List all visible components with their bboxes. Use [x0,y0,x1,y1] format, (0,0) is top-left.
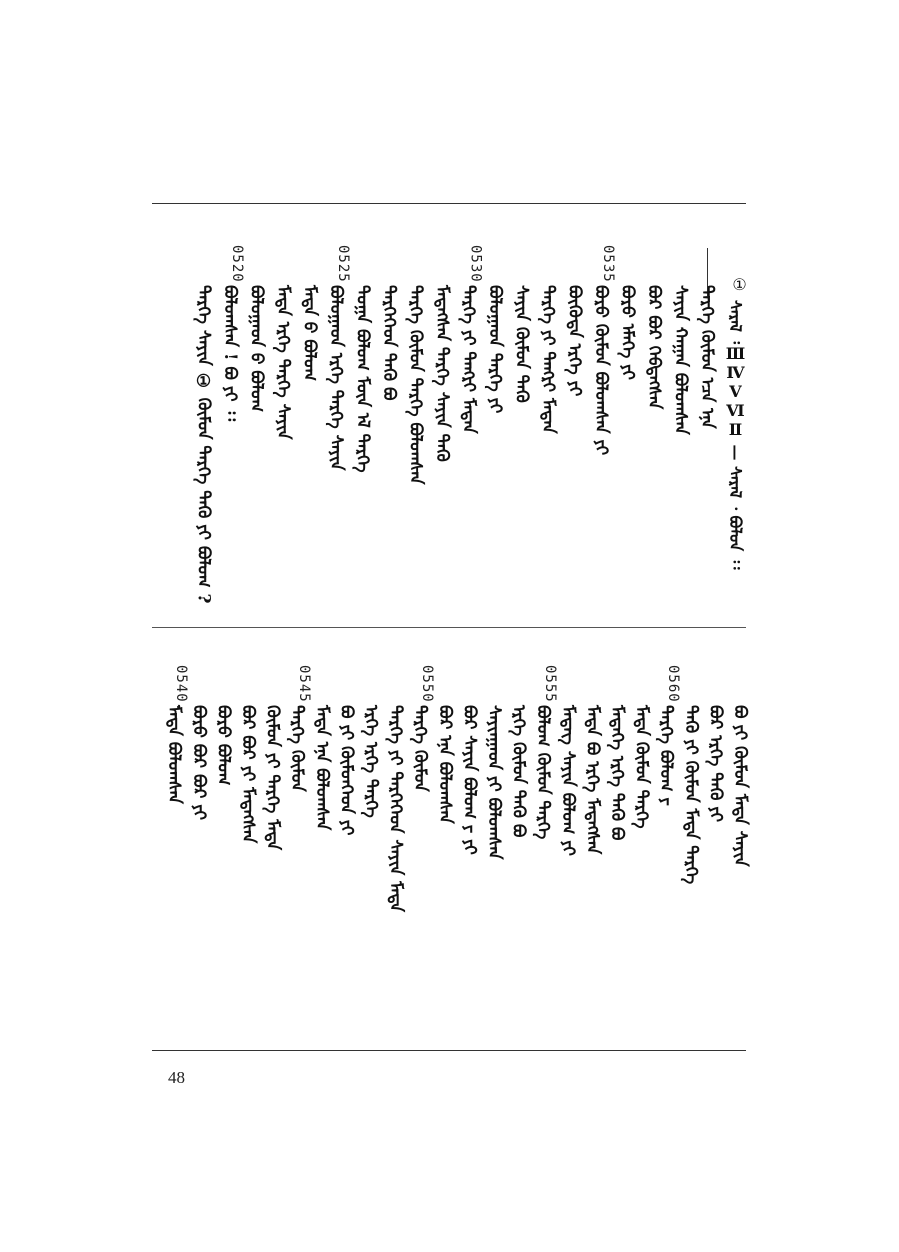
verse-text: ᠮᠡᠳᠡᠭ ᠰᠠᠶᠢᠨ ᠪᠣᠯᠤᠭ ᠶᠢ [557,705,578,856]
verse-text: ᠪᠣᠷ ᠪᠣᠷ ᠬᠡᠪᠳᠡᠭᠰᠡᠨ [644,285,664,410]
verse-line [459,665,484,1045]
verse-text: ᠪᠣᠷᠣ ᠡᠮᠡᠭᠡ ᠶᠢ [617,285,638,380]
verse-text: ᠡᠷᠬᠡ ᠡᠷᠬᠡ ᠲᠡᠷᠭᠡ [361,705,381,818]
verse-text: ᠲᠡᠷᠭᠡ ᠬᠦᠮᠦᠨ [410,705,431,792]
verse-text: ᠪᠣᠷᠣ ᠪᠣᠷ ᠪᠣᠷ ᠶᠢ [188,705,209,820]
verse-text: ᠮᠡᠳᠡᠭᠡ ᠡᠷᠬᠡ ᠲᠡᠬᠦ ᠪᠣ [607,705,627,841]
verse-line [336,665,361,1045]
verse-line [434,665,460,1045]
verse-text: ᠲᠡᠷᠭᠡ ᠶᠢ ᠲᠡᠩᠷᠢ ᠮᠡᠳᠡᠨ [538,285,558,434]
verse-line [238,665,263,1045]
verse-text: ᠪᠣᠷ ᠰᠠᠶᠢᠨ ᠪᠣᠯᠤᠭ ᠶ ᠶᠢ [459,705,480,855]
verse-text: ᠮᠡᠳᠡ ᠪ ᠪᠣᠯᠤᠭ [299,285,320,381]
verse-line [262,665,288,1045]
verse-text: ᠲᠡᠷᠭᠡ ᠶᠢ ᠲᠡᠩᠷᠢ ᠮᠡᠳᠡᠨ [458,285,479,434]
verse-line [617,245,643,625]
verse-line [644,245,669,625]
verse-line [273,245,298,625]
verse-text: ᠪᠣ ᠶᠢ ᠬᠦᠮᠦᠨ ᠮᠡᠳᠡ ᠰᠠᠶᠢᠨ [730,705,750,867]
verse-text: ᠪᠣᠷ ᠡᠷᠬᠡ ᠲᠡᠬᠦ ᠶᠢ [705,705,726,823]
verse-line [557,665,583,1045]
verse-text: ᠲᠣᠭᠠ ᠪᠣᠯᠤᠭ ᠮᠦᠨ ᠡᠯ ᠲᠡᠷᠭᠡ [352,285,373,473]
verse-line [730,665,755,1045]
verse-text: ᠡᠷᠬᠡ ᠬᠦᠮᠦᠨ ᠲᠡᠬᠦ ᠪᠣ [508,705,529,838]
line-number: 0530. [467,245,484,293]
verse-line [188,665,214,1045]
verse-line [352,245,378,625]
verse-text: ᠲᠡᠷᠭᠡ ᠬᠦᠮᠦᠨ ᠲᠡᠷᠭᠡ ᠪᠣᠯᠤᠭᠰᠠᠨ [405,285,426,485]
verse-line [607,665,632,1045]
verse-line [656,665,682,1045]
verse-text: ᠪᠦᠭᠦᠳᠡ ᠡᠷᠬᠡ ᠶᠢ [564,285,585,397]
verse-line [246,245,272,625]
verse-line [311,665,337,1045]
verse-line [533,665,559,1045]
verse-line [631,665,657,1045]
verse-text: ᠪᠣᠯᠤᠭᠠᠳ ᠲᠡᠷᠭᠡ ᠶᠢ [485,285,505,414]
verse-line [213,665,238,1045]
verse-line [697,245,722,625]
bottom-rule [152,1050,746,1051]
verse-text: ᠲᠡᠷᠭᠡ ᠬᠦᠮᠦᠨ ᠡᠴᠡ ᠡᠨᠡ [697,285,717,429]
verse-line [538,245,563,625]
verse-text: ᠮᠡᠳᠡ ᠪᠣ ᠡᠷᠬᠡ ᠮᠡᠳᠡᠭᠰᠡᠨ [582,705,603,855]
verse-text: ᠪᠣᠷᠣ ᠬᠦᠮᠦᠨ ᠪᠣᠯᠤᠭᠰᠠᠨ ᠶᠢ [591,285,611,456]
verse-line [379,245,404,625]
verse-line [299,245,325,625]
verse-text: ᠮᠡᠳᠡ ᠬᠦᠮᠦᠨ ᠲᠡᠷᠭᠡ [631,705,652,829]
section-divider [152,627,746,628]
verse-line [484,665,509,1045]
line-number: 0525. [335,245,351,293]
verse-line [326,245,351,625]
verse-line [164,665,190,1045]
verse-line [591,245,616,625]
verse-text: ᠲᠡᠷᠭᠡ ᠶᠢ ᠲᠡᠷᠭᠡᠭᠡᠳ ᠰᠠᠶᠢᠨ ᠮᠡᠳᠡ [385,705,406,913]
verse-line [405,245,431,625]
verse-text: ᠰᠠᠶᠢᠨ ᠬᠦᠮᠦᠨ ᠲᠡᠬᠦ [511,285,532,403]
page-number: 48 [168,1068,185,1087]
line-number: 0560. [665,665,682,713]
verse-line [432,245,457,625]
verse-text: ᠲᠡᠷᠭᠡ ᠬᠦᠮᠦᠨ [287,705,308,792]
verse-text: ᠬᠦᠮᠦᠨ ᠶᠢ ᠲᠡᠷᠭᠡ ᠮᠡᠳᠡ [262,705,283,851]
verse-text: ᠮᠡᠳᠡ ᠪᠣᠯᠤᠭᠰᠠᠨ [164,705,185,804]
verse-text: ᠲᠡᠷᠭᠡ ᠰᠠᠶᠢᠨ ① ᠬᠦᠮᠦᠨ ᠲᠡᠷᠭᠡ ᠲᠡᠬᠦ ᠶᠢ ᠪᠣᠯᠤᠭ ? [193,285,214,604]
verse-text: ᠪᠣᠷ ᠡᠨᠡ ᠪᠣᠯᠤᠭᠰᠠᠨ [434,705,455,824]
verse-text: ᠮᠡᠳᠡᠭᠰᠡᠨ ᠲᠡᠷᠭᠡ ᠰᠠᠶᠢᠨ ᠲᠡᠬᠦ [432,285,452,462]
verse-text: ᠪᠣᠯᠤᠭ ᠬᠦᠮᠦᠨ ᠲᠡᠷᠭᠡ [533,705,554,840]
verse-line [361,665,386,1045]
verse-text: ᠲᠡᠬᠦ ᠶᠢ ᠬᠦᠮᠦᠨ ᠮᠡᠳᠡ ᠲᠡᠷᠭᠡ [680,705,701,885]
line-number: 0535. [600,245,616,293]
verse-text: ᠮᠡᠳᠡ ᠡᠨᠡ ᠪᠣᠯᠤᠭᠰᠠᠨ [311,705,332,831]
verse-text: ᠪᠣᠷᠣ ᠪᠣᠯᠤᠭ [213,705,234,786]
verse-text: ᠪᠣᠷ ᠪᠣᠷ ᠶᠢ ᠮᠡᠳᠡᠭᠰᠡᠨ [238,705,258,844]
verse-text: ᠲᠡᠷᠭᠡᠭᠡᠳ ᠲᠡᠬᠦ ᠪᠣ [379,285,399,401]
verse-line [193,245,219,625]
verse-line [508,665,534,1045]
verse-line [485,245,510,625]
verse-line [287,665,313,1045]
line-number: 0545. [296,665,313,713]
footnote-text: ᠰᠠᠷᠠᠯ ᠄ⅢⅣⅤⅥⅡ — ᠰᠠᠷᠠᠯ ᠂ ᠪᠣᠯᠤᠨ ᠄᠄ [726,300,745,570]
footnote-mark: ① [730,275,749,294]
top-rule [152,203,746,204]
verse-text: ᠰᠠᠶᠢᠨᠭᠠᠳ ᠶᠢ ᠪᠣᠯᠤᠭᠰᠠᠨ [484,705,504,860]
verse-text: ᠲᠡᠷᠭᠡ ᠪᠣᠯᠤᠭ ᠶ [656,705,677,806]
verse-text: ᠪᠣᠯᠤᠭᠰᠠᠨ ! ᠪᠣ ᠶᠢ ᠄᠄ [220,285,240,422]
verse-text: ᠪᠣᠯᠤᠭᠠᠳ ᠪ ᠪᠣᠯᠤᠭ [246,285,267,413]
verse-text: ᠪᠣ ᠶᠢ ᠬᠦᠮᠦᠨᠭᠡᠳ ᠶᠢ [336,705,357,836]
verse-line [511,245,537,625]
line-number: 0540. [173,665,190,713]
verse-line [680,665,706,1045]
verse-line [705,665,730,1045]
verse-line [458,245,484,625]
verse-line [385,665,411,1045]
verse-line [582,665,607,1045]
line-number: 0555. [542,665,559,713]
verse-line [564,245,590,625]
verse-line [670,245,696,625]
verse-line [410,665,436,1045]
line-number: 0520. [229,245,245,293]
verse-text: ᠰᠠᠶᠢᠨ ᠬᠠᠭᠠᠨ ᠪᠣᠯᠤᠭᠰᠠᠨ [670,285,691,435]
verse-text: ᠮᠡᠳᠡ ᠡᠷᠬᠡ ᠲᠡᠷᠭᠡ ᠰᠠᠶᠢᠨ [273,285,293,440]
line-number: 0550. [419,665,436,713]
verse-line [220,245,245,625]
verse-text: ᠪᠣᠯᠤᠭᠠᠳ ᠡᠷᠬᠡ ᠲᠡᠷᠭᠡ ᠰᠠᠶᠢᠨ [326,285,346,471]
